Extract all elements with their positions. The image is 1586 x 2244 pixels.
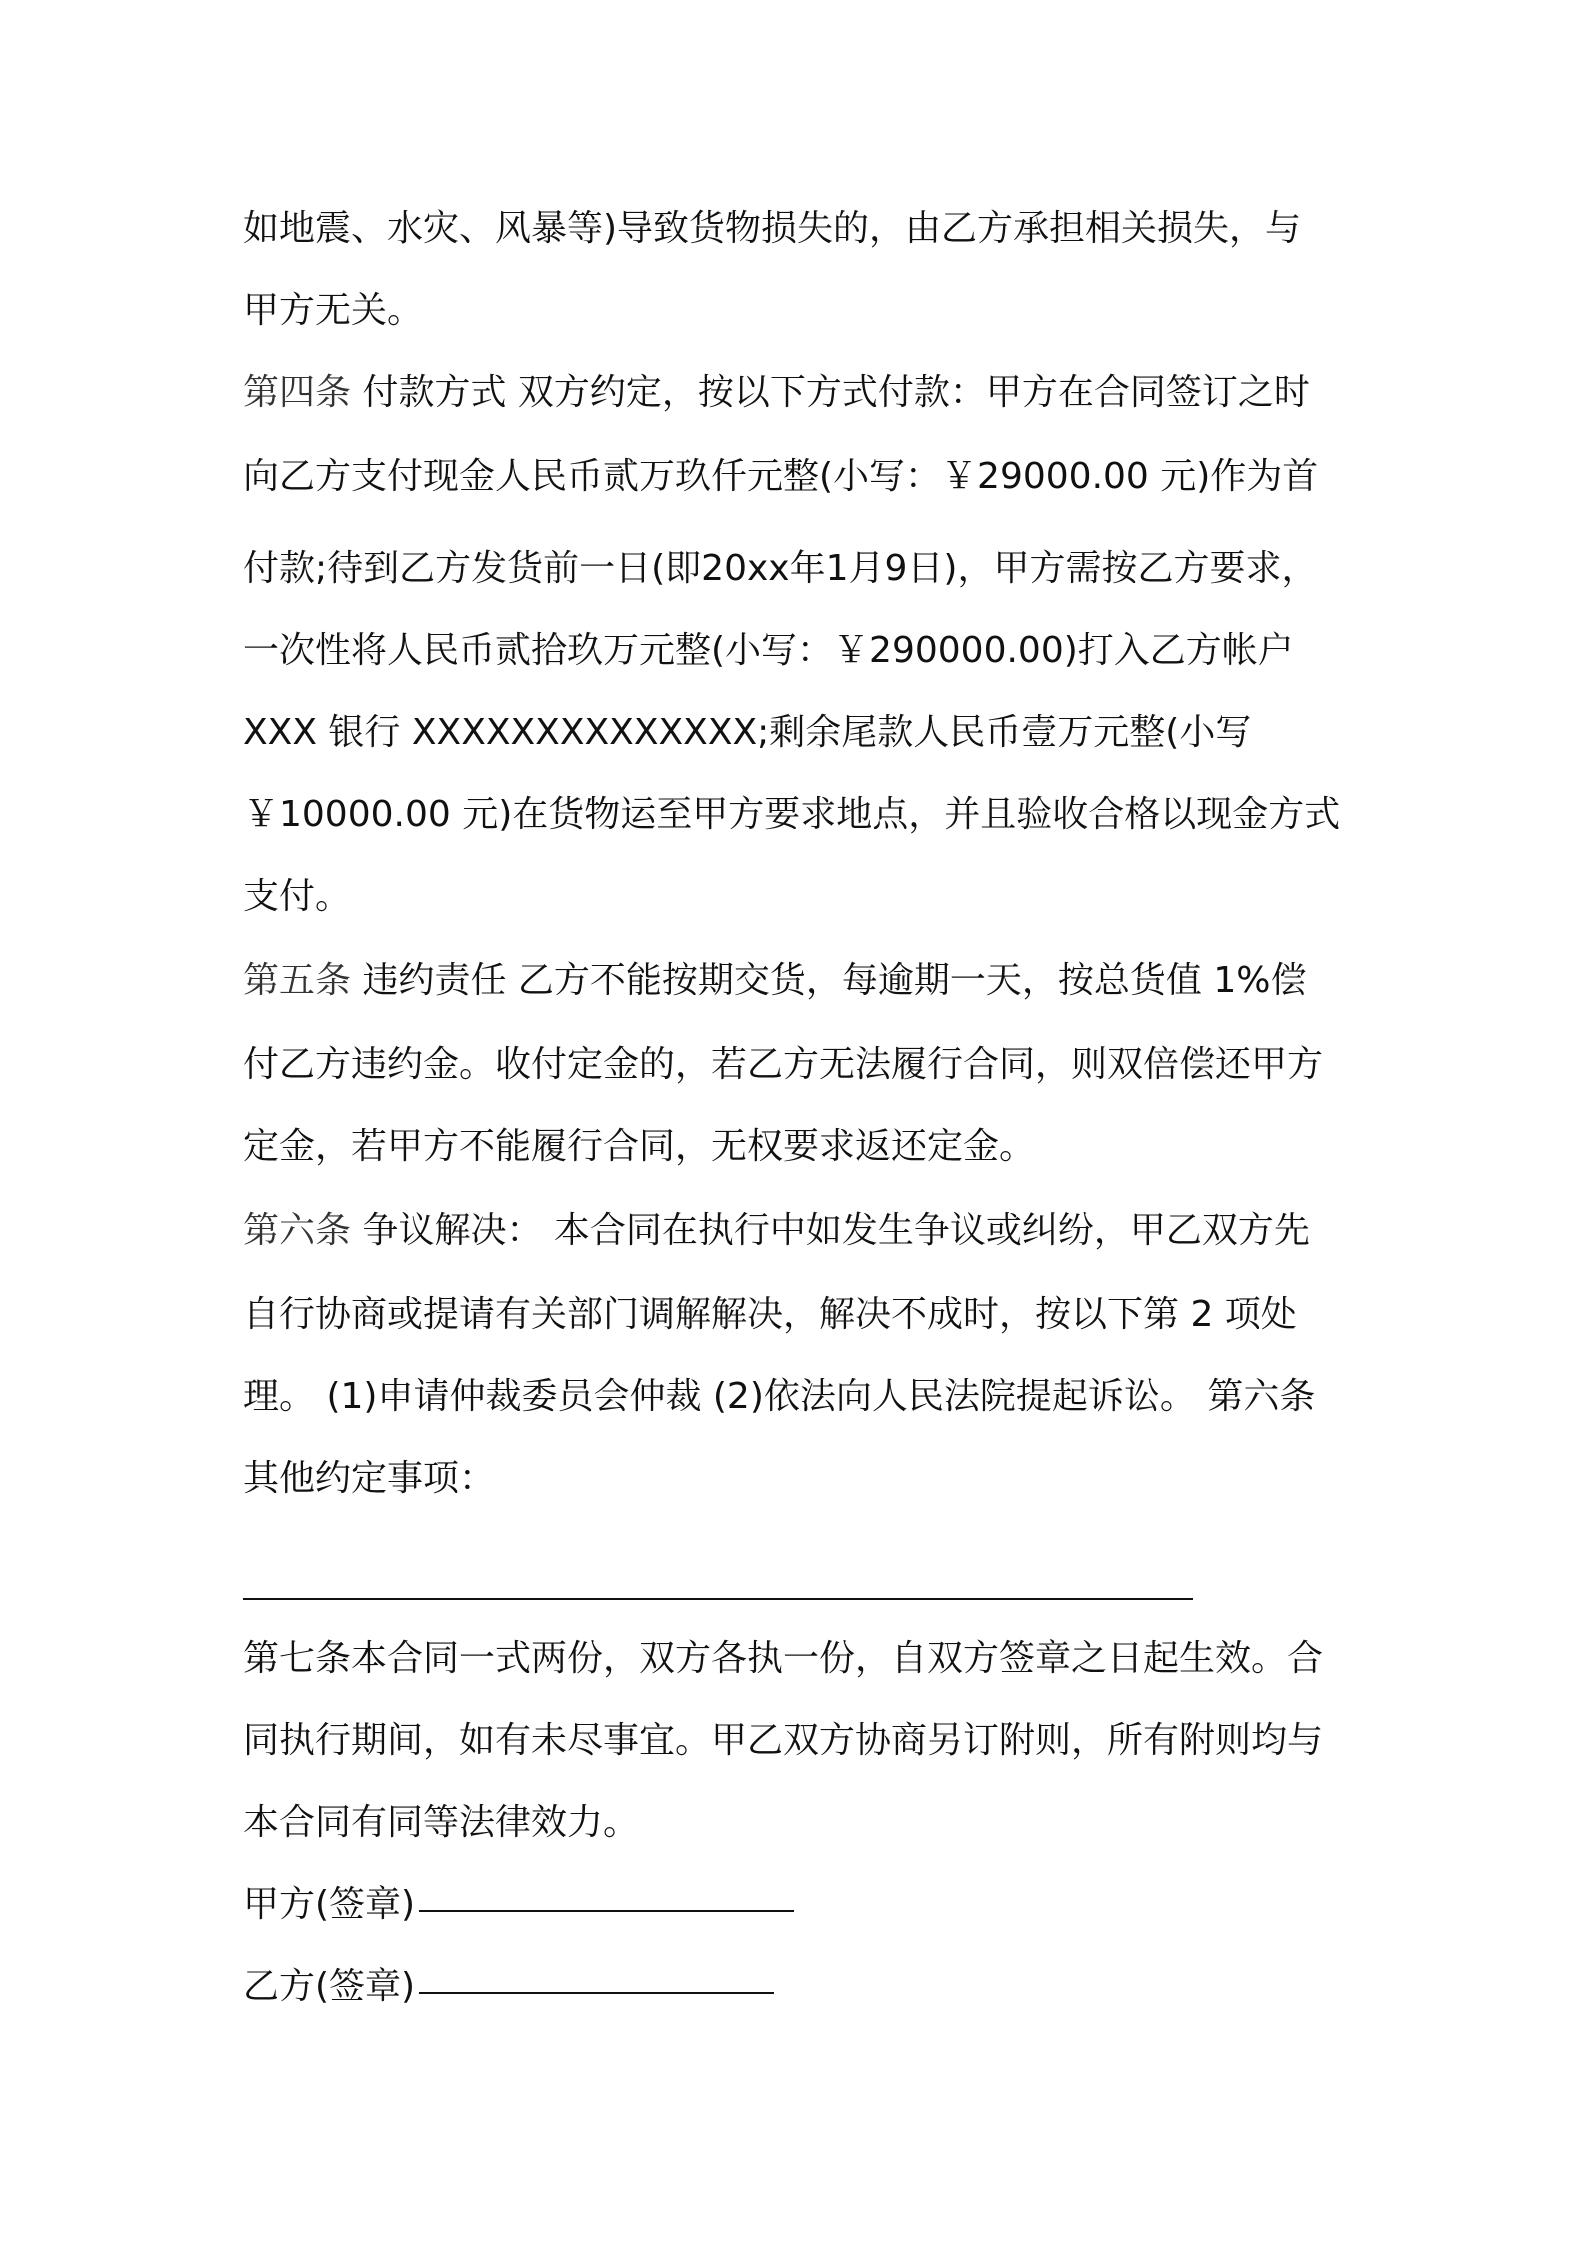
text-line: 第七条本合同一式两份，双方各执一份，自双方签章之日起生效。合 [243, 1638, 1324, 1679]
article-5-label: 第五条 [243, 960, 352, 1001]
party-b-signature [243, 1962, 1363, 2012]
article-5-first-line [243, 956, 1363, 1006]
article-4-first-line [243, 368, 1363, 418]
party-a-signature-label: 甲方(签章) [243, 1884, 416, 1925]
text-line: 如地震、水灾、风暴等)导致货物损失的，由乙方承担相关损失，与 [243, 208, 1302, 249]
text-line: 自行协商或提请有关部门调解解决，解决不成时，按以下第 2 项处 [243, 1294, 1297, 1335]
text-line: 一次性将人民币贰拾玖万元整(小写：￥290000.00)打入乙方帐户 [243, 630, 1294, 671]
text-line: 向乙方支付现金人民币贰万玖仟元整(小写：￥29000.00 元)作为首 [243, 456, 1319, 497]
party-a-signature-blank [419, 1910, 794, 1912]
text-line: ￥10000.00 元)在货物运至甲方要求地点，并且验收合格以现金方式 [243, 794, 1341, 835]
text-line: 本合同有同等法律效力。 [243, 1802, 640, 1843]
party-b-signature-blank [419, 1992, 774, 1994]
text-line: 付款;待到乙方发货前一日(即20xx年1月9日)，甲方需按乙方要求， [243, 548, 1318, 589]
fill-in-blank-line [243, 1598, 1193, 1600]
text-line: XXX 银行 XXXXXXXXXXXXXX;剩余尾款人民币壹万元整(小写 [243, 712, 1252, 753]
text-line: 甲方无关。 [243, 290, 424, 331]
text-line: 其他约定事项： [243, 1458, 496, 1499]
text-line: 付乙方违约金。收付定金的，若乙方无法履行合同，则双倍偿还甲方 [243, 1044, 1324, 1085]
text-line: 定金，若甲方不能履行合同，无权要求返还定金。 [243, 1126, 1036, 1167]
text-line: 付款方式 双方约定，按以下方式付款：甲方在合同签订之时 [362, 372, 1310, 413]
article-4-label: 第四条 [243, 372, 352, 413]
text-line: 理。 (1)申请仲裁委员会仲裁 (2)依法向人民法院提起诉讼。 第六条 [243, 1376, 1316, 1417]
text-line: 违约责任 乙方不能按期交货，每逾期一天，按总货值 1%偿 [362, 960, 1307, 1001]
text-line: 同执行期间，如有未尽事宜。甲乙双方协商另订附则，所有附则均与 [243, 1720, 1324, 1761]
article-6-first-line [243, 1206, 1363, 1256]
text-line: 争议解决： 本合同在执行中如发生争议或纠纷，甲乙双方先 [362, 1210, 1310, 1251]
party-a-signature [243, 1880, 1363, 1930]
article-6-label: 第六条 [243, 1210, 352, 1251]
party-b-signature-label: 乙方(签章) [243, 1966, 416, 2007]
text-line: 支付。 [243, 876, 352, 917]
